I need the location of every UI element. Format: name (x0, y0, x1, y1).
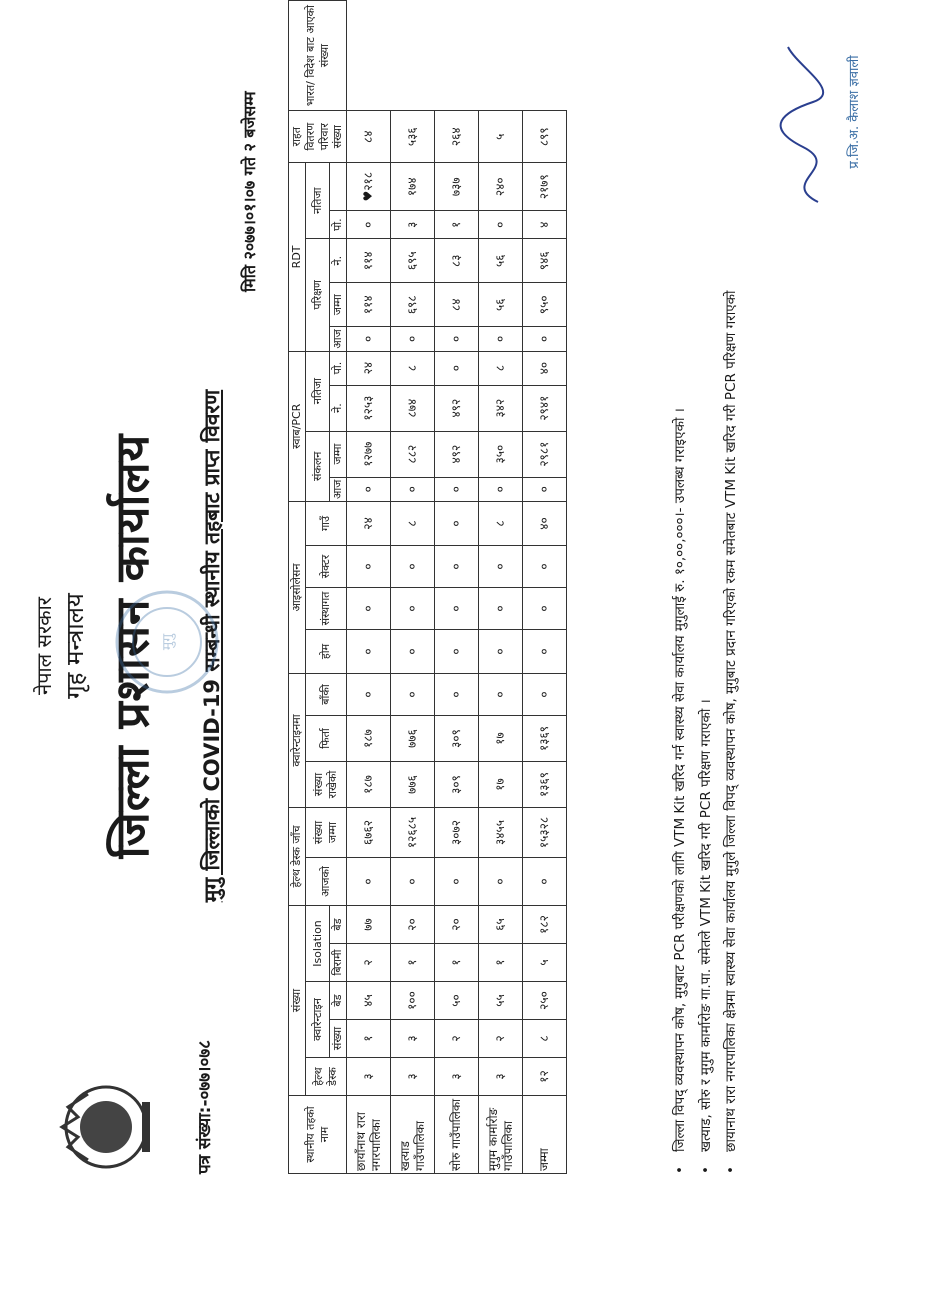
table-cell: ० (391, 588, 435, 630)
table-cell: ४० (523, 351, 567, 385)
government-name: नेपाल सरकार (32, 597, 56, 695)
table-cell: १२५३ (347, 385, 391, 431)
table-cell: ३ (391, 1020, 435, 1058)
col-village: गाउँ (305, 502, 346, 546)
col-pcr-result: नतिजा (305, 351, 330, 431)
table-cell: १ (347, 1020, 391, 1058)
col-q-bed: बेड (330, 982, 347, 1020)
table-cell: ३०९ (435, 762, 479, 808)
table-cell: ७७६ (391, 716, 435, 762)
table-cell: ५३६ (391, 111, 435, 163)
office-stamp-icon (112, 587, 222, 697)
table-cell: ८४ (347, 111, 391, 163)
col-local-body: स्थानीय तहको नाम (289, 1096, 347, 1174)
table-cell: १२७७ (347, 431, 391, 477)
col-pcr-total: जम्मा (330, 431, 347, 477)
signature-block (758, 17, 868, 207)
table-cell: ५६ (479, 283, 523, 327)
table-cell: ० (479, 588, 523, 630)
table-cell: १७४ (391, 163, 435, 211)
table-cell: २४ (347, 351, 391, 385)
table-cell: ८ (391, 502, 435, 546)
col-pcr-today: आज (330, 477, 347, 501)
table-cell: ३४५५ (479, 808, 523, 858)
table-row (435, 1, 479, 1174)
ministry-name: गृह मन्त्रालय (61, 593, 89, 699)
table-cell: ० (347, 630, 391, 674)
table-cell: ६९८ (391, 283, 435, 327)
local-body-name: जम्मा (523, 1096, 567, 1174)
table-cell: ० (347, 211, 391, 239)
table-row (479, 1, 523, 1174)
table-cell: १ (435, 211, 479, 239)
table-cell: १०० (391, 982, 435, 1020)
table-cell: १२६८५ (391, 808, 435, 858)
table-cell: ११४ (347, 239, 391, 283)
table-cell: ९५० (523, 283, 567, 327)
col-rdt-neg: ने. (330, 239, 347, 283)
table-cell: ० (347, 327, 391, 351)
table-cell: २९४१ (523, 385, 567, 431)
table-cell: ० (479, 858, 523, 906)
table-cell: ० (435, 351, 479, 385)
table-cell: ० (435, 588, 479, 630)
table-cell: ९४६ (523, 239, 567, 283)
table-cell: ० (435, 674, 479, 716)
table-cell: २ (479, 1020, 523, 1058)
col-pcr-neg: ने. (330, 385, 347, 431)
col-today: आजको (305, 858, 346, 906)
table-cell: ३५० (479, 431, 523, 477)
table-cell: १८२ (523, 906, 567, 944)
col-rdt-pos: पो. (330, 211, 347, 239)
col-swab-pcr: स्वाब/PCR (289, 351, 306, 501)
table-cell: २५० (523, 982, 567, 1020)
col-abroad: भारत/ विदेश बाट आएको संख्या (289, 1, 347, 111)
table-cell: ० (479, 630, 523, 674)
table-cell: २९८१ (523, 431, 567, 477)
table-cell: ८ (523, 1020, 567, 1058)
table-row (523, 1, 567, 1174)
note-item: • जिल्ला विपद् व्यवस्थापन कोष, मुगुबाट PCR परीक्षणको लागि VTM Kit खरिद गर्न स्वास्थ्य सेवा कार्यालय मुगुलाई रु. १०,००,०००।- उपलब्ध गराइएको । (672, 408, 688, 1174)
signature-text: प्र.जि.अ. कैलाश ज्ञवाली (847, 55, 862, 169)
table-row (347, 1, 391, 1174)
notes-list (668, 114, 745, 1174)
table-cell: ३ (479, 1058, 523, 1096)
local-body-name: खत्याड गाउँपालिका (391, 1096, 435, 1174)
table-cell: ५५ (479, 982, 523, 1020)
col-health-desk: हेल्थ डेस्क (305, 1058, 346, 1096)
local-body-name: छायाँनाथ रारा नगरपालिका (347, 1096, 391, 1174)
table-cell: १५३२८ (523, 808, 567, 858)
col-rdt-today: आज (330, 327, 347, 351)
office-title: जिल्ला प्रशासन कार्यालय (105, 433, 159, 859)
col-rdt-total: जम्मा (330, 283, 347, 327)
table-cell: ३ (347, 1058, 391, 1096)
table-cell: ८३ (435, 239, 479, 283)
stamp-text: मुगु (160, 633, 176, 651)
covid-data-table (288, 0, 567, 1174)
table-cell: ३०९ (435, 716, 479, 762)
table-cell: १३६९ (523, 716, 567, 762)
table-cell: ४० (523, 502, 567, 546)
col-returned: फिर्ता (305, 716, 346, 762)
table-cell: ४९२ (435, 385, 479, 431)
letter-number: पत्र संख्या:-०७७।०७८ (195, 1040, 215, 1174)
col-quarantine-people: क्वारेन्टाइनमा (289, 674, 306, 808)
table-cell: ० (523, 477, 567, 501)
table-cell: ६९५ (391, 239, 435, 283)
table-cell: ३०७२ (435, 808, 479, 858)
col-collection: संकलन (305, 431, 330, 501)
table-cell: ० (523, 858, 567, 906)
table-cell: २० (391, 906, 435, 944)
table-cell: १७ (479, 762, 523, 808)
table-cell: ८ (479, 502, 523, 546)
table-cell: ३ (391, 211, 435, 239)
table-cell: ० (479, 211, 523, 239)
col-isolation: Isolation (305, 906, 330, 982)
table-cell: ० (523, 674, 567, 716)
table-cell: ♥२१८ (347, 163, 391, 211)
table-cell: ० (347, 674, 391, 716)
table-cell: ० (347, 546, 391, 588)
table-cell: ३४२ (479, 385, 523, 431)
table-cell: ० (479, 546, 523, 588)
table-cell: ० (479, 674, 523, 716)
table-cell: ६५ (479, 906, 523, 944)
col-remaining: बाँकी (305, 674, 346, 716)
table-cell: ८४ (435, 283, 479, 327)
table-cell: २४० (479, 163, 523, 211)
table-cell: २६४ (435, 111, 479, 163)
table-cell: ४ (523, 211, 567, 239)
col-health-desk-check: हेल्थ डेस्क जाँच (289, 808, 306, 906)
table-cell: १७ (479, 716, 523, 762)
table-cell: २ (347, 944, 391, 982)
table-cell: २ (435, 1020, 479, 1058)
col-quarantine: क्वारेन्टाइन (305, 982, 330, 1058)
col-rdt: RDT (289, 163, 306, 351)
col-rdt-test: परिक्षण (305, 239, 330, 351)
table-cell: ४५ (347, 982, 391, 1020)
table-cell: ४९२ (435, 431, 479, 477)
table-cell: ० (347, 477, 391, 501)
table-cell: ० (391, 858, 435, 906)
col-count-group: संख्या (289, 906, 306, 1096)
table-cell: १ (435, 944, 479, 982)
table-cell: ० (347, 858, 391, 906)
table-cell: ७७ (347, 906, 391, 944)
table-cell: ० (391, 546, 435, 588)
table-cell: ५६ (479, 239, 523, 283)
local-body-name: मुगुम कार्मारोङ गाउँपालिका (479, 1096, 523, 1174)
col-home: होम (305, 630, 346, 674)
table-cell: ७७६ (391, 762, 435, 808)
document-subject: मुगु जिल्लाको COVID-19 सम्बन्धी स्थानीय तहबाट प्राप्त विवरण (200, 389, 224, 903)
table-cell: १ (391, 944, 435, 982)
col-isolation-group: आइसोलेसन (289, 502, 306, 674)
table-cell: ३ (391, 1058, 435, 1096)
table-cell: २० (435, 906, 479, 944)
local-body-name: सोरु गाउँपालिका (435, 1096, 479, 1174)
table-cell: २४ (347, 502, 391, 546)
table-cell: ५ (523, 944, 567, 982)
table-cell: ० (435, 502, 479, 546)
table-cell: ० (435, 546, 479, 588)
table-cell: ७३७ (435, 163, 479, 211)
table-cell: १३६९ (523, 762, 567, 808)
table-cell: १२ (523, 1058, 567, 1096)
table-cell: १ (479, 944, 523, 982)
table-cell: ५० (435, 982, 479, 1020)
table-body (347, 1, 567, 1174)
table-cell: ० (523, 546, 567, 588)
col-rdt-result: नतिजा (305, 163, 330, 239)
table-cell: १८७ (347, 762, 391, 808)
table-cell: ० (523, 588, 567, 630)
table-cell: ११४ (347, 283, 391, 327)
note-item: • खत्याड, सोरु र मुगुम कार्मारोङ गा.पा. समेतले VTM Kit खरिद गरी PCR परिक्षण गराएको । (697, 699, 714, 1174)
table-cell: ८ (479, 351, 523, 385)
col-sector: सेक्टर (305, 546, 346, 588)
col-institutional: संस्थागत (305, 588, 346, 630)
col-total-count: संख्या जम्मा (305, 808, 346, 858)
table-cell: ० (523, 327, 567, 351)
table-cell: ८७४ (391, 385, 435, 431)
table-cell: ० (523, 630, 567, 674)
col-relief: राहत वितरण परिवार संख्या (289, 111, 347, 163)
table-cell: ० (391, 674, 435, 716)
table-cell: ८ (391, 351, 435, 385)
table-cell: ० (435, 858, 479, 906)
table-cell: ० (479, 327, 523, 351)
table-cell: ० (391, 327, 435, 351)
note-item: • छायानाथ रारा नगरपालिका क्षेत्रमा स्वास्थ्य सेवा कार्यालय मुगुले जिल्ला विपद् व्यवस्थापन कोष, मुगुबाट प्रदान गरिएको रकम समेतबाट VTM Kit खरिद गरी PCR परिक्षण गराएको (723, 290, 740, 1174)
col-kept: संख्या राखेको (305, 762, 346, 808)
table-cell: ० (391, 630, 435, 674)
table-row (391, 1, 435, 1174)
table-cell: ० (435, 630, 479, 674)
table-cell: २१७९ (523, 163, 567, 211)
col-pcr-pos: पो. (330, 351, 347, 385)
table-cell: ६७६२ (347, 808, 391, 858)
col-q-number: संख्या (330, 1020, 347, 1058)
col-i-patient: बिरामी (330, 944, 347, 982)
table-cell: १८७ (347, 716, 391, 762)
report-date: मिति २०७७।०१।०७ गते २ बजेसम्म (240, 91, 259, 292)
table-cell: ० (347, 588, 391, 630)
table-cell: ० (479, 477, 523, 501)
col-i-bed: बेड (330, 906, 347, 944)
table-cell: ० (435, 327, 479, 351)
table-cell: ० (391, 477, 435, 501)
table-cell: ५ (479, 111, 523, 163)
table-cell: ० (435, 477, 479, 501)
table-cell: ३ (435, 1058, 479, 1096)
table-cell: ८८२ (391, 431, 435, 477)
table-cell: ८९९ (523, 111, 567, 163)
